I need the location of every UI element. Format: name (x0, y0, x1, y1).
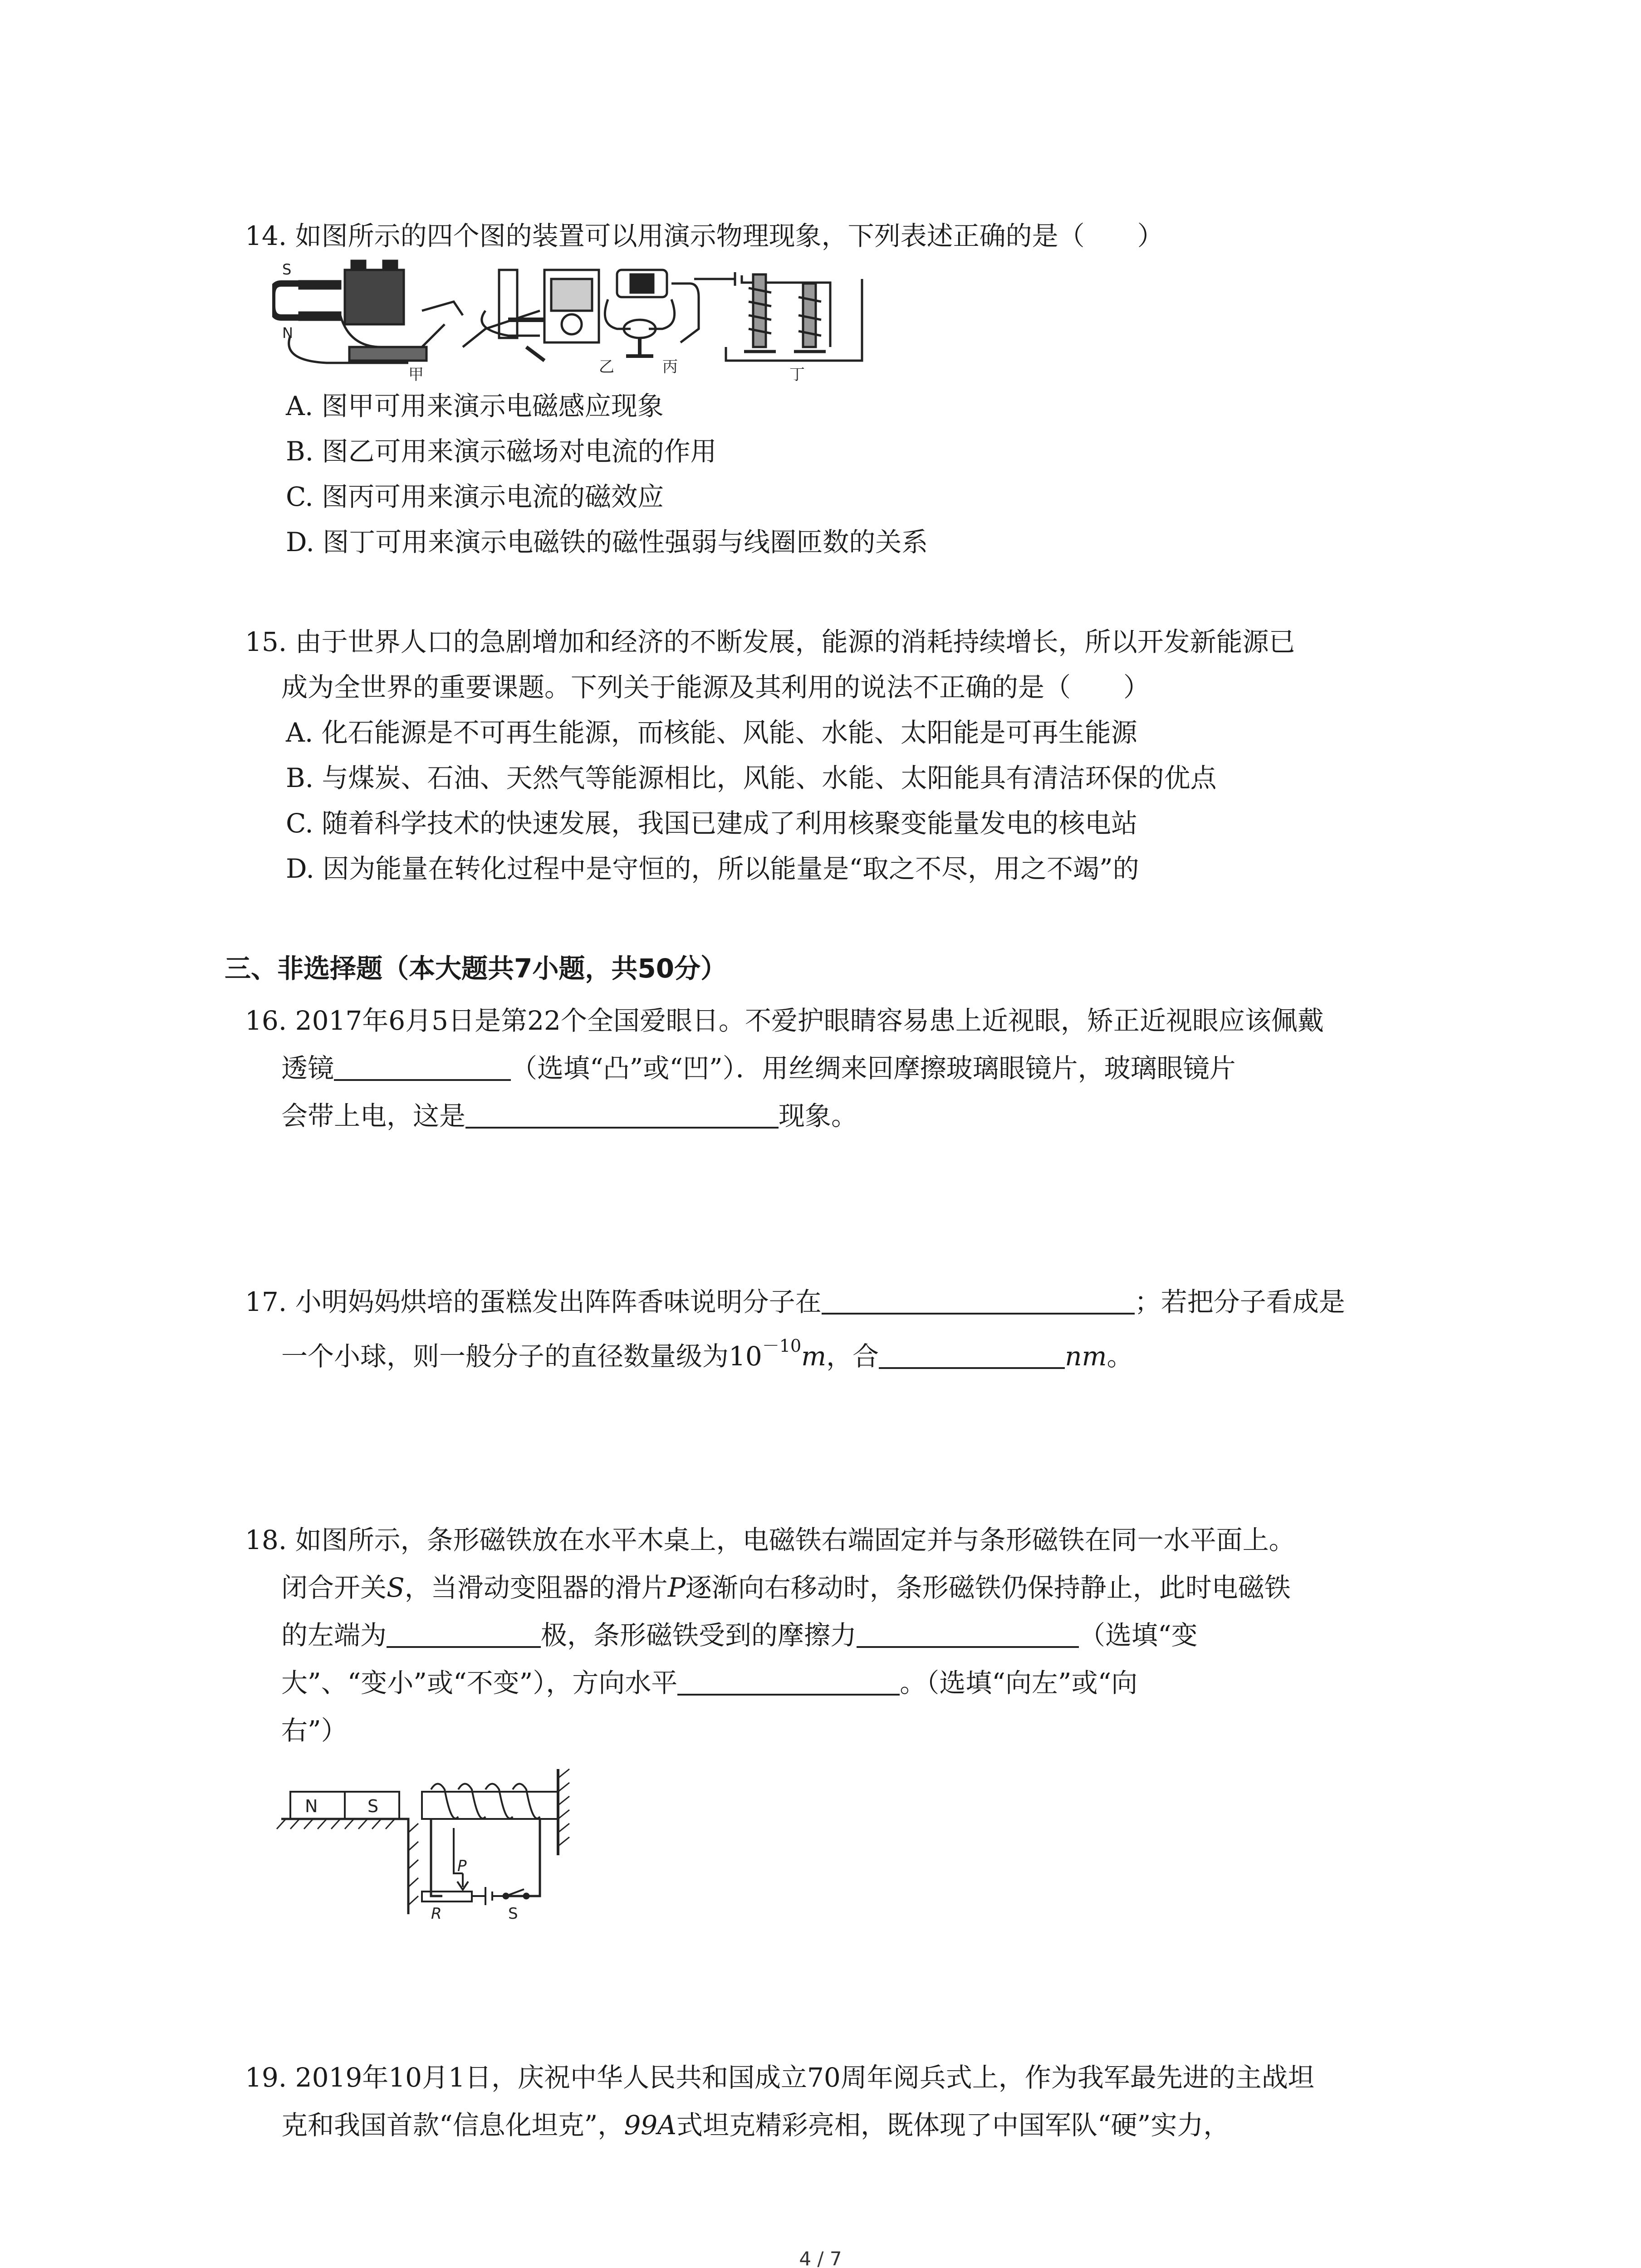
q17-text: 一个小球，则一般分子的直径数量级为10 (281, 1341, 762, 1372)
q19-model: 99A (624, 2110, 677, 2141)
q15-option-a: A. 化石能源是不可再生能源，而核能、风能、水能、太阳能是可再生能源 (286, 717, 1137, 748)
q18-fig-p: P (457, 1857, 467, 1875)
q16-blank-2[interactable] (465, 1099, 779, 1129)
q15-stem-line2: 成为全世界的重要课题。下列关于能源及其利用的说法不正确的是（ ） (281, 672, 1150, 703)
q18-line2 (281, 1569, 1291, 1606)
q18-var-s: S (387, 1572, 405, 1603)
q18-line1: 18. 如图所示，条形磁铁放在水平木桌上，电磁铁右端固定并与条形磁铁在同一水平面上。 (245, 1525, 1295, 1555)
q16-blank-1[interactable] (334, 1051, 511, 1081)
q18-line4 (281, 1665, 1137, 1701)
q19-text: 克和我国首款“信息化坦克”， (281, 2110, 624, 2141)
fig-label-n: N (282, 324, 293, 342)
q14-option-d: D. 图丁可用来演示电磁铁的磁性强弱与线圈匝数的关系 (286, 527, 928, 557)
q16-text: 透镜 (281, 1053, 334, 1084)
q18-blank-1[interactable] (387, 1618, 541, 1648)
q19-line2 (281, 2107, 1230, 2143)
q18-blank-3[interactable] (677, 1666, 900, 1696)
section-3-title: 三、非选择题（本大题共7小题，共50分） (225, 953, 727, 984)
q19-text: 式坦克精彩亮相，既体现了中国军队“硬”实力， (676, 2110, 1230, 2141)
q17-unit-nm: nm (1065, 1341, 1107, 1372)
q16-line1: 16. 2017年6月5日是第22个全国爱眼日。不爱护眼睛容易患上近视眼，矫正近视眼应该佩戴 (245, 1005, 1324, 1036)
q14-option-a: A. 图甲可用来演示电磁感应现象 (286, 391, 664, 421)
q17-blank-2[interactable] (879, 1339, 1065, 1369)
q18-fig-n: N (305, 1796, 318, 1816)
fig-label-bing: 丙 (662, 358, 678, 376)
q15-stem-line1: 15. 由于世界人口的急剧增加和经济的不断发展，能源的消耗持续增长，所以开发新能源已 (245, 626, 1295, 657)
q18-text: 极，条形磁铁受到的摩擦力 (541, 1620, 857, 1651)
q14-figure (272, 256, 871, 383)
q16-line3 (281, 1098, 857, 1134)
q16-text: （选填“凸”或“凹”）．用丝绸来回摩擦玻璃眼镜片，玻璃眼镜片 (511, 1053, 1236, 1084)
q18-text: 逐渐向右移动时，条形磁铁仍保持静止，此时电磁铁 (685, 1572, 1291, 1603)
q17-text: 17. 小明妈妈烘培的蛋糕发出阵阵香味说明分子在 (245, 1286, 822, 1317)
q18-circuit-figure (272, 1760, 590, 1923)
q17-exponent: －10 (762, 1336, 802, 1356)
q15-option-c: C. 随着科学技术的快速发展，我国已建成了利用核聚变能量发电的核电站 (286, 808, 1138, 839)
q14-stem: 14. 如图所示的四个图的装置可以用演示物理现象，下列表述正确的是（ ） (245, 220, 1164, 251)
fig-label-ding: 丁 (789, 366, 805, 383)
page-number: 4 / 7 (799, 2248, 842, 2268)
q16-text: 会带上电，这是 (281, 1100, 466, 1131)
q18-text: 大”、“变小”或“不变”），方向水平 (281, 1667, 678, 1698)
q18-fig-r: R (431, 1905, 442, 1923)
q17-text: ；若把分子看成是 (1134, 1286, 1345, 1317)
q18-var-p: P (667, 1572, 686, 1603)
q16-text: 现象。 (779, 1100, 858, 1131)
q18-blank-2[interactable] (857, 1618, 1079, 1648)
q18-text: 闭合开关 (281, 1572, 387, 1603)
q18-line3 (281, 1617, 1198, 1653)
q17-line1 (245, 1284, 1345, 1320)
fig-label-s: S (282, 261, 292, 278)
q17-blank-1[interactable] (822, 1285, 1135, 1315)
q18-text: 。（选填“向左”或“向 (900, 1667, 1138, 1698)
q18-text: ，当滑动变阻器的滑片 (404, 1572, 668, 1603)
q14-option-c: C. 图丙可用来演示电流的磁效应 (286, 481, 664, 512)
q15-option-d: D. 因为能量在转化过程中是守恒的，所以能量是“取之不尽，用之不竭”的 (286, 853, 1139, 884)
q17-unit-m: m (801, 1341, 827, 1372)
q19-line1: 19. 2019年10月1日，庆祝中华人民共和国成立70周年阅兵式上，作为我军最先进的主战坦 (245, 2062, 1314, 2093)
q17-text: ，合 (826, 1341, 879, 1372)
q17-line2 (281, 1338, 1133, 1374)
q18-text: （选填“变 (1079, 1620, 1198, 1651)
q18-fig-switch-s: S (508, 1905, 518, 1923)
q18-line5: 右”） (281, 1715, 348, 1746)
q16-line2 (281, 1050, 1236, 1086)
q18-text: 的左端为 (281, 1620, 387, 1651)
q15-option-b: B. 与煤炭、石油、天然气等能源相比，风能、水能、太阳能具有清洁环保的优点 (286, 763, 1217, 793)
q14-option-b: B. 图乙可用来演示磁场对电流的作用 (286, 436, 717, 467)
fig-label-jia: 甲 (408, 366, 424, 383)
q17-text: 。 (1107, 1341, 1133, 1372)
q18-fig-s: S (367, 1796, 379, 1816)
fig-label-yi: 乙 (599, 358, 614, 376)
